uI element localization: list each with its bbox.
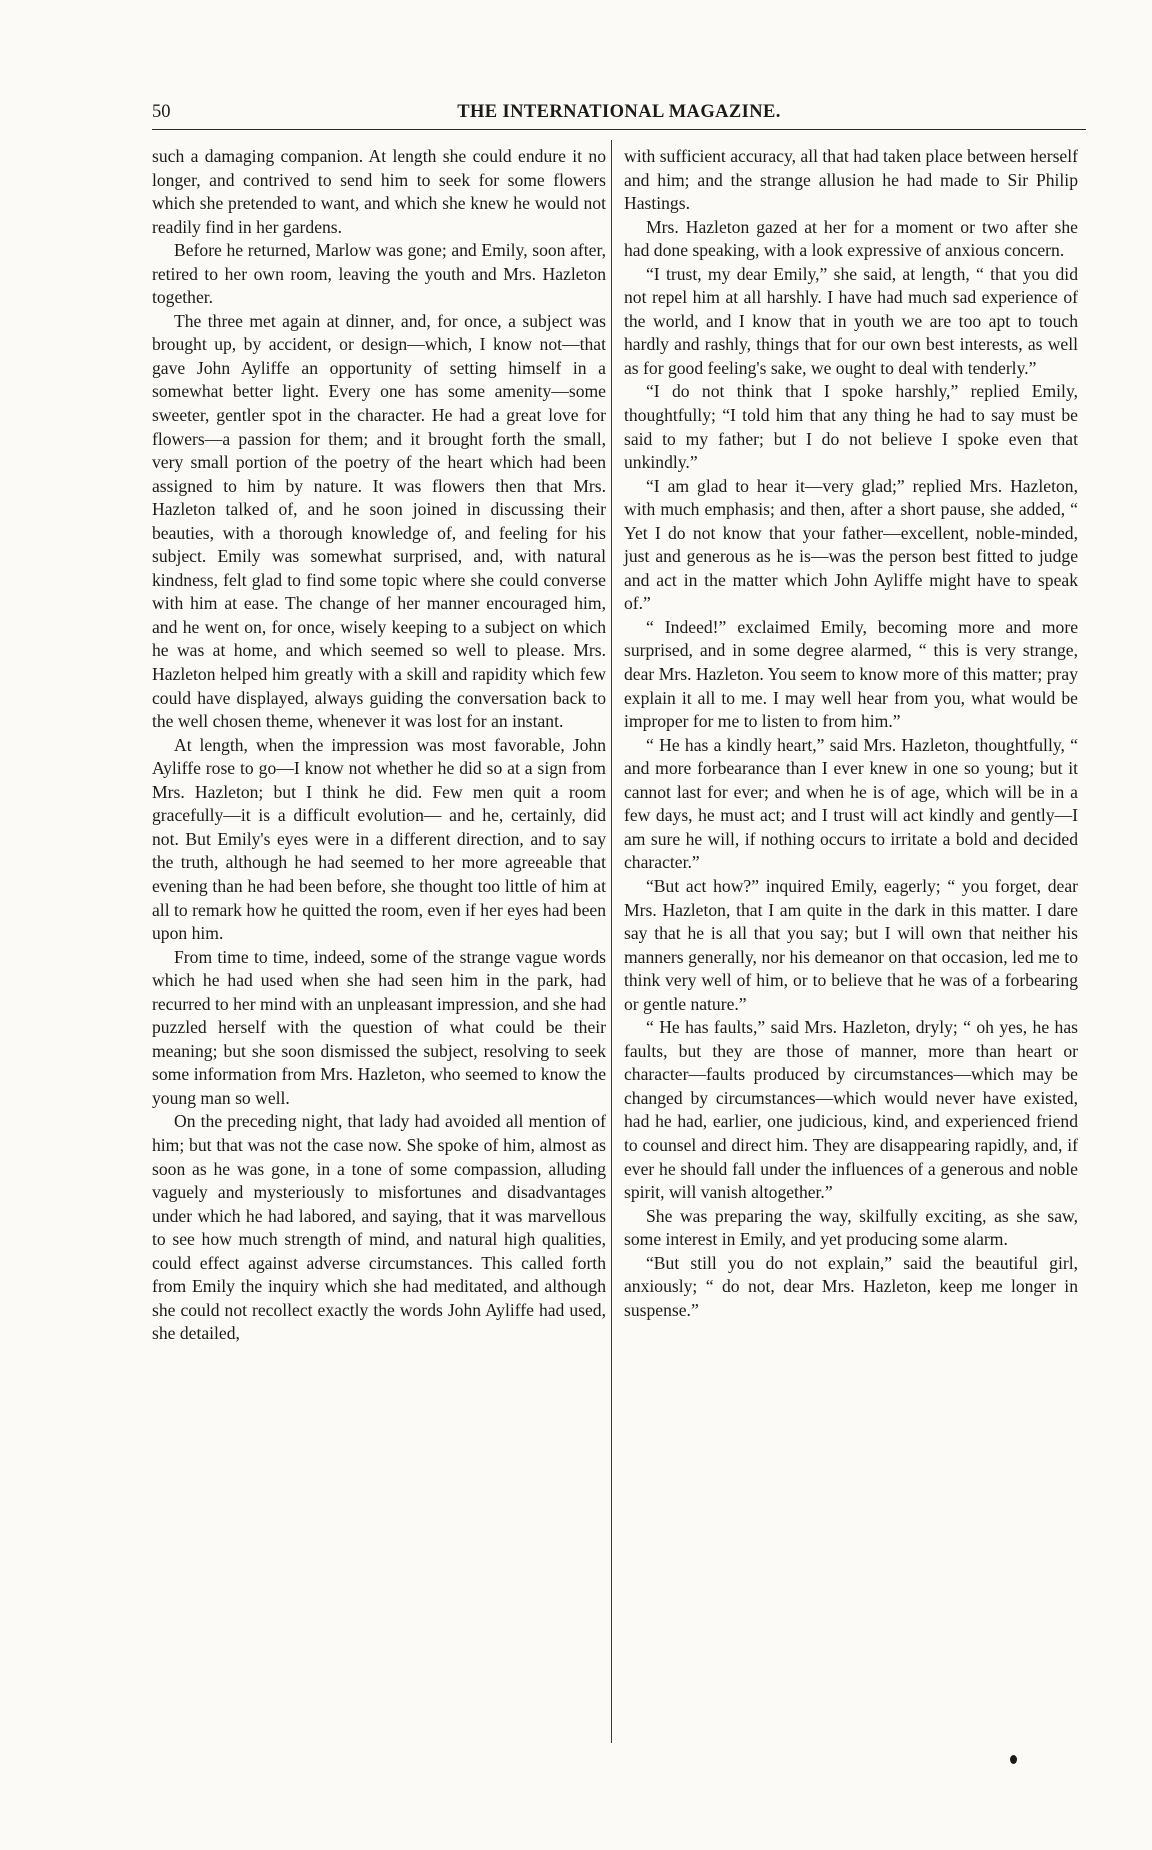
paragraph: “ He has a kindly heart,” said Mrs. Hazleton, thoughtfully, “ and more forbearance than I ever knew in one so young; but it cannot last for ever; and when he is of age, which will be in a few days, he must act; and I trust will act kindly and gently—I am sure he will, if nothing occurs to irritate a bold and decided character.” <box>624 734 1078 873</box>
paragraph: Before he returned, Marlow was gone; and Emily, soon after, retired to her own room, leaving the youth and Mrs. Hazleton together. <box>152 240 606 308</box>
paragraph: “I do not think that I spoke harshly,” replied Emily, thoughtfully; “I told him that any thing he had to say must be said to my father; but I do not believe I spoke even that unkindly.” <box>624 381 1078 473</box>
paragraph: with sufficient accuracy, all that had taken place between herself and him; and the strange allusion he had made to Sir Philip Hastings. <box>624 146 1078 214</box>
paragraph: The three met again at dinner, and, for once, a subject was brought up, by accident, or design—which, I know not—that gave John Ayliffe an opportunity of setting himself in a somewhat better light. Every one has some amenity—some sweeter, gentler spot in the character. He had a great love for flowers—a passion for them; and it brought forth the small, very small portion of the poetry of the heart which had been assigned to him by nature. It was flowers then that Mrs. Hazleton talked of, and he soon joined in discussing their beauties, with a thorough knowledge of, and feeling for his subject. Emily was somewhat surprised, and, with natural kindness, felt glad to find some topic where she could converse with him at ease. The change of her manner encouraged him, and he went on, for once, wisely keeping to a subject on which he was at home, and which seemed so well to please. Mrs. Hazleton helped him greatly with a skill and rapidity which few could have displayed, always guiding the conversation back to the well chosen theme, whenever it was lost for an instant. <box>152 310 606 732</box>
paragraph: “But still you do not explain,” said the beautiful girl, anxiously; “ do not, dear Mrs. Hazleton, keep me longer in suspense.” <box>624 1252 1078 1320</box>
page-number: 50 <box>152 102 171 122</box>
paragraph: “But act how?” inquired Emily, eagerly; “ you forget, dear Mrs. Hazleton, that I am quite in the dark in this matter. I dare say that he is all that you say; but I will own that neither his manners generally, nor his demeanor on that occasion, led me to think very well of him, or to believe that he was of a forbearing or gentle nature.” <box>624 875 1078 1014</box>
column-divider <box>611 140 612 1743</box>
paragraph: such a damaging companion. At length she could endure it no longer, and contrived to send him to seek for some flowers which she pretended to want, and which she knew he would not readily find in her gardens. <box>152 146 606 237</box>
right-column <box>624 145 1078 1322</box>
left-column <box>152 145 606 1346</box>
paragraph: “ He has faults,” said Mrs. Hazleton, dryly; “ oh yes, he has faults, but they are those of manner, more than heart or character—faults produced by circumstances—which may be changed by circumstances—which would never have existed, had he had, earlier, one judicious, kind, and experienced friend to counsel and direct him. They are disappearing rapidly, and, if ever he should fall under the influences of a generous and noble spirit, will vanish altogether.” <box>624 1017 1078 1203</box>
paragraph: She was preparing the way, skilfully exciting, as she saw, some interest in Emily, and yet producing some alarm. <box>624 1205 1078 1250</box>
paragraph: At length, when the impression was most favorable, John Ayliffe rose to go—I know not whether he did so at a sign from Mrs. Hazleton; but I think he did. Few men quit a room gracefully—it is a difficult evolution— and he, certainly, did not. But Emily's eyes were in a different direction, and to say the truth, although he had seemed to her more agreeable that evening than he had been before, she thought too little of him at all to remark how he quitted the room, even if her eyes had been upon him. <box>152 734 606 944</box>
paragraph: “ Indeed!” exclaimed Emily, becoming more and more surprised, and in some degree alarmed, “ this is very strange, dear Mrs. Hazleton. You seem to know more of this matter; pray explain it all to me. I may well hear from you, what would be improper for me to listen to from him.” <box>624 616 1078 732</box>
paragraph: “I am glad to hear it—very glad;” replied Mrs. Hazleton, with much emphasis; and then, after a short pause, she added, “ Yet I do not know that your father—excellent, noble-minded, just and generous as he is—was the person best fitted to judge and act in the matter which John Ayliffe might have to speak of.” <box>624 475 1078 614</box>
paragraph: “I trust, my dear Emily,” she said, at length, “ that you did not repel him at all harshly. I have had much sad experience of the world, and I know that in youth we are too apt to touch hardly and rashly, things that for our own best interests, as well as for good feeling's sake, we ought to deal with tenderly.” <box>624 263 1078 378</box>
ink-dot <box>1010 1755 1017 1764</box>
paragraph: Mrs. Hazleton gazed at her for a moment or two after she had done speaking, with a look expressive of anxious concern. <box>624 216 1078 261</box>
paragraph: From time to time, indeed, some of the strange vague words which he had used when she had seen him in the park, had recurred to her mind with an unpleasant impression, and she had puzzled herself with the question of what could be their meaning; but she soon dismissed the subject, resolving to seek some information from Mrs. Hazleton, who seemed to know the young man so well. <box>152 946 606 1108</box>
paragraph: On the preceding night, that lady had avoided all mention of him; but that was not the case now. She spoke of him, almost as soon as he was gone, in a tone of some compassion, alluding vaguely and mysteriously to misfortunes and disadvantages under which he had labored, and saying, that it was marvellous to see how much strength of mind, and natural high qualities, could effect against adverse circumstances. This called forth from Emily the inquiry which she had meditated, and although she could not recollect exactly the words John Ayliffe had used, she detailed, <box>152 1111 606 1344</box>
running-head: THE INTERNATIONAL MAGAZINE. <box>457 102 781 122</box>
header-rule <box>152 129 1086 130</box>
